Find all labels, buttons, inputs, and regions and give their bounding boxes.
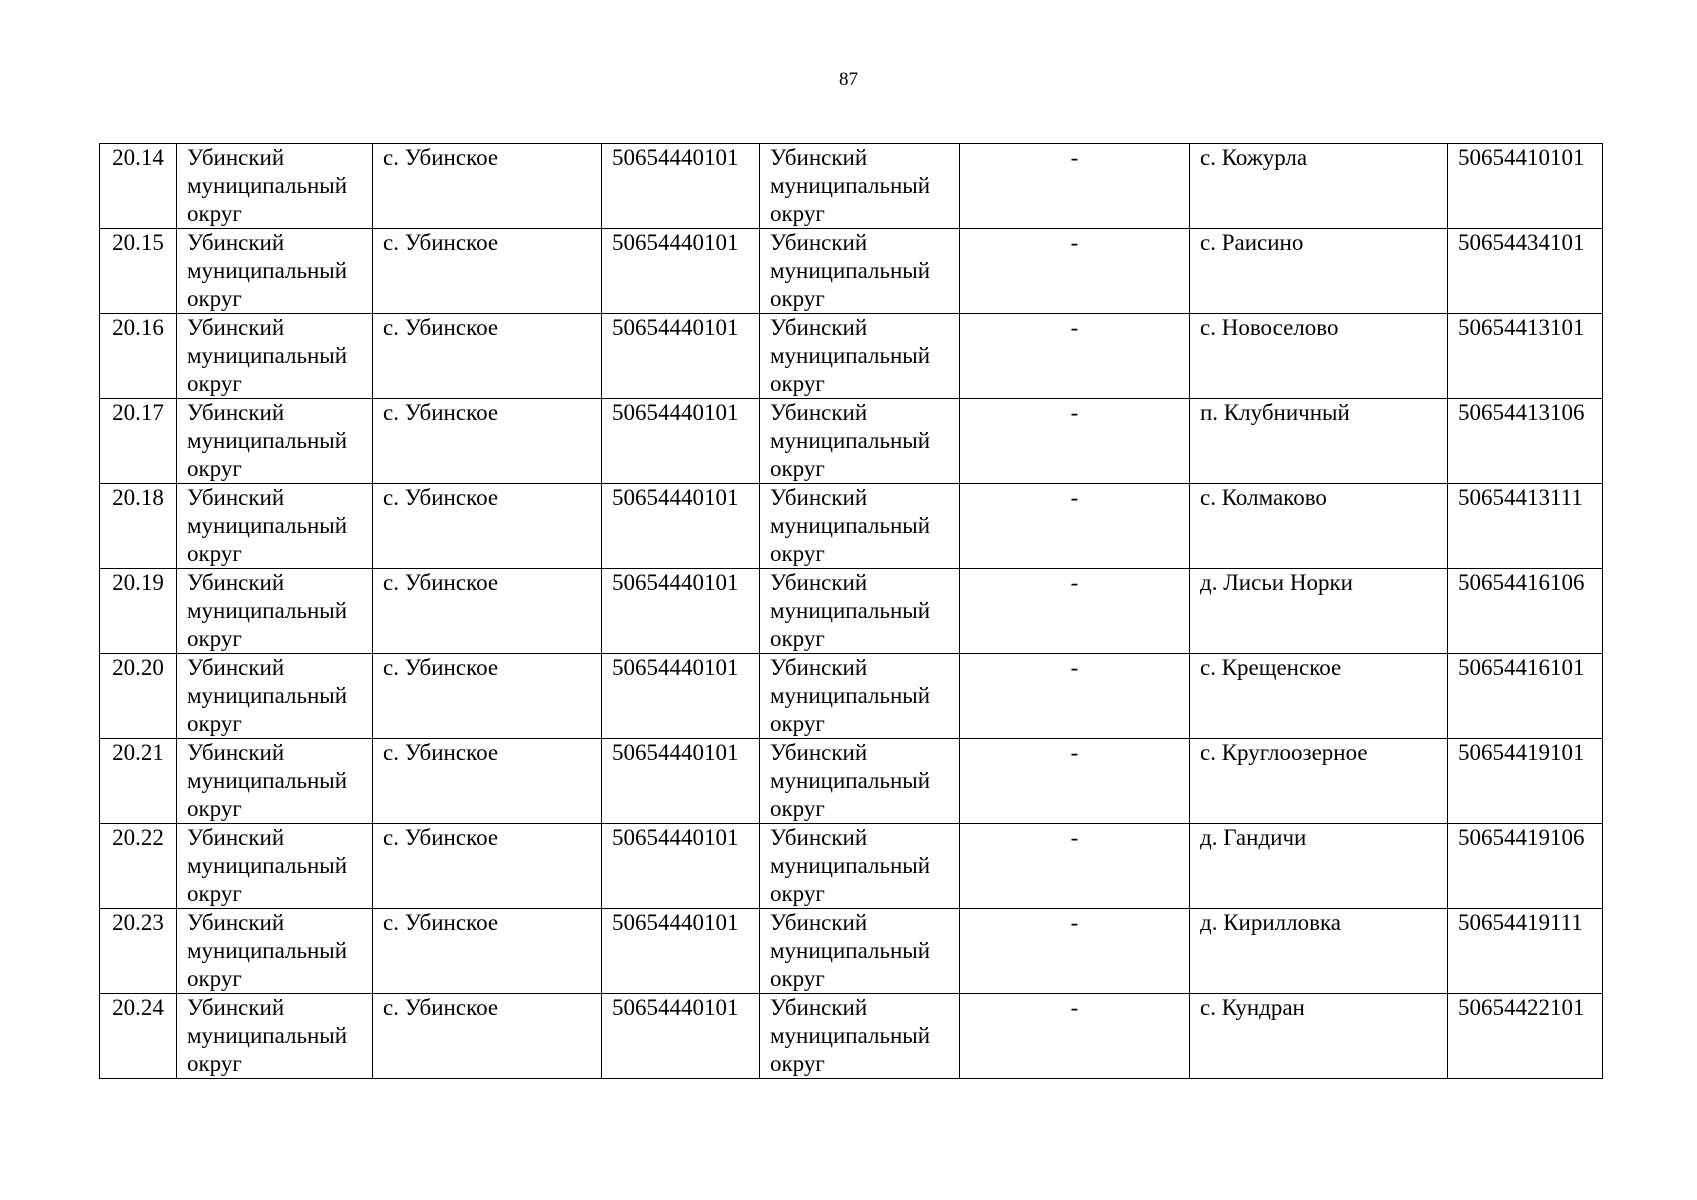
origin-code-cell: 50654440101 <box>602 144 760 229</box>
destination-settlement-cell: с. Кожурла <box>1190 144 1448 229</box>
destination-settlement-cell: д. Кирилловка <box>1190 909 1448 994</box>
origin-code-cell: 50654440101 <box>602 824 760 909</box>
origin-code-cell: 50654440101 <box>602 739 760 824</box>
destination-settlement-cell: с. Кундран <box>1190 994 1448 1079</box>
destination-settlement-cell: с. Круглоозерное <box>1190 739 1448 824</box>
district-cell: Убинский муниципальный округ <box>177 314 373 399</box>
dash-cell: - <box>960 909 1190 994</box>
dash-cell: - <box>960 569 1190 654</box>
district-cell: Убинский муниципальный округ <box>177 824 373 909</box>
table-row <box>100 994 1603 1079</box>
row-number-cell: 20.15 <box>100 229 177 314</box>
row-number-cell: 20.24 <box>100 994 177 1079</box>
origin-settlement-cell: с. Убинское <box>373 654 602 739</box>
dash-cell: - <box>960 229 1190 314</box>
destination-settlement-cell: с. Раисино <box>1190 229 1448 314</box>
origin-code-cell: 50654440101 <box>602 314 760 399</box>
destination-district-cell: Убинский муниципальный округ <box>760 399 960 484</box>
table-row <box>100 314 1603 399</box>
district-cell: Убинский муниципальный округ <box>177 399 373 484</box>
dash-cell: - <box>960 994 1190 1079</box>
destination-code-cell: 50654419111 <box>1448 909 1603 994</box>
destination-settlement-cell: с. Колмаково <box>1190 484 1448 569</box>
row-number-cell: 20.17 <box>100 399 177 484</box>
origin-settlement-cell: с. Убинское <box>373 824 602 909</box>
table-body <box>100 144 1603 1079</box>
destination-district-cell: Убинский муниципальный округ <box>760 229 960 314</box>
origin-code-cell: 50654440101 <box>602 229 760 314</box>
destination-settlement-cell: д. Гандичи <box>1190 824 1448 909</box>
origin-code-cell: 50654440101 <box>602 484 760 569</box>
destination-settlement-cell: с. Крещенское <box>1190 654 1448 739</box>
destination-district-cell: Убинский муниципальный округ <box>760 994 960 1079</box>
row-number-cell: 20.18 <box>100 484 177 569</box>
origin-settlement-cell: с. Убинское <box>373 739 602 824</box>
district-cell: Убинский муниципальный округ <box>177 229 373 314</box>
destination-code-cell: 50654413111 <box>1448 484 1603 569</box>
destination-code-cell: 50654434101 <box>1448 229 1603 314</box>
dash-cell: - <box>960 484 1190 569</box>
table-row <box>100 569 1603 654</box>
origin-code-cell: 50654440101 <box>602 909 760 994</box>
district-cell: Убинский муниципальный округ <box>177 484 373 569</box>
table-row <box>100 484 1603 569</box>
row-number-cell: 20.22 <box>100 824 177 909</box>
row-number-cell: 20.21 <box>100 739 177 824</box>
destination-settlement-cell: с. Новоселово <box>1190 314 1448 399</box>
destination-code-cell: 50654410101 <box>1448 144 1603 229</box>
row-number-cell: 20.16 <box>100 314 177 399</box>
origin-settlement-cell: с. Убинское <box>373 144 602 229</box>
table-row <box>100 909 1603 994</box>
table-row <box>100 654 1603 739</box>
origin-settlement-cell: с. Убинское <box>373 484 602 569</box>
row-number-cell: 20.23 <box>100 909 177 994</box>
destination-district-cell: Убинский муниципальный округ <box>760 484 960 569</box>
table-row <box>100 144 1603 229</box>
dash-cell: - <box>960 314 1190 399</box>
destination-code-cell: 50654419101 <box>1448 739 1603 824</box>
table-row <box>100 229 1603 314</box>
district-cell: Убинский муниципальный округ <box>177 739 373 824</box>
destination-code-cell: 50654413106 <box>1448 399 1603 484</box>
destination-district-cell: Убинский муниципальный округ <box>760 144 960 229</box>
destination-code-cell: 50654413101 <box>1448 314 1603 399</box>
destination-district-cell: Убинский муниципальный округ <box>760 739 960 824</box>
row-number-cell: 20.19 <box>100 569 177 654</box>
table-row <box>100 824 1603 909</box>
origin-settlement-cell: с. Убинское <box>373 229 602 314</box>
origin-code-cell: 50654440101 <box>602 654 760 739</box>
routes-table <box>99 143 1603 1079</box>
destination-district-cell: Убинский муниципальный округ <box>760 654 960 739</box>
destination-code-cell: 50654419106 <box>1448 824 1603 909</box>
origin-settlement-cell: с. Убинское <box>373 909 602 994</box>
origin-settlement-cell: с. Убинское <box>373 994 602 1079</box>
origin-settlement-cell: с. Убинское <box>373 314 602 399</box>
destination-district-cell: Убинский муниципальный округ <box>760 909 960 994</box>
destination-code-cell: 50654416101 <box>1448 654 1603 739</box>
district-cell: Убинский муниципальный округ <box>177 994 373 1079</box>
district-cell: Убинский муниципальный округ <box>177 654 373 739</box>
origin-settlement-cell: с. Убинское <box>373 569 602 654</box>
dash-cell: - <box>960 144 1190 229</box>
district-cell: Убинский муниципальный округ <box>177 144 373 229</box>
district-cell: Убинский муниципальный округ <box>177 569 373 654</box>
row-number-cell: 20.14 <box>100 144 177 229</box>
page-number: 87 <box>839 69 858 90</box>
destination-settlement-cell: п. Клубничный <box>1190 399 1448 484</box>
destination-district-cell: Убинский муниципальный округ <box>760 314 960 399</box>
origin-code-cell: 50654440101 <box>602 399 760 484</box>
origin-code-cell: 50654440101 <box>602 569 760 654</box>
origin-code-cell: 50654440101 <box>602 994 760 1079</box>
dash-cell: - <box>960 654 1190 739</box>
district-cell: Убинский муниципальный округ <box>177 909 373 994</box>
origin-settlement-cell: с. Убинское <box>373 399 602 484</box>
destination-district-cell: Убинский муниципальный округ <box>760 569 960 654</box>
dash-cell: - <box>960 824 1190 909</box>
dash-cell: - <box>960 399 1190 484</box>
table-row <box>100 739 1603 824</box>
row-number-cell: 20.20 <box>100 654 177 739</box>
table-row <box>100 399 1603 484</box>
dash-cell: - <box>960 739 1190 824</box>
destination-code-cell: 50654422101 <box>1448 994 1603 1079</box>
destination-code-cell: 50654416106 <box>1448 569 1603 654</box>
destination-district-cell: Убинский муниципальный округ <box>760 824 960 909</box>
destination-settlement-cell: д. Лисьи Норки <box>1190 569 1448 654</box>
